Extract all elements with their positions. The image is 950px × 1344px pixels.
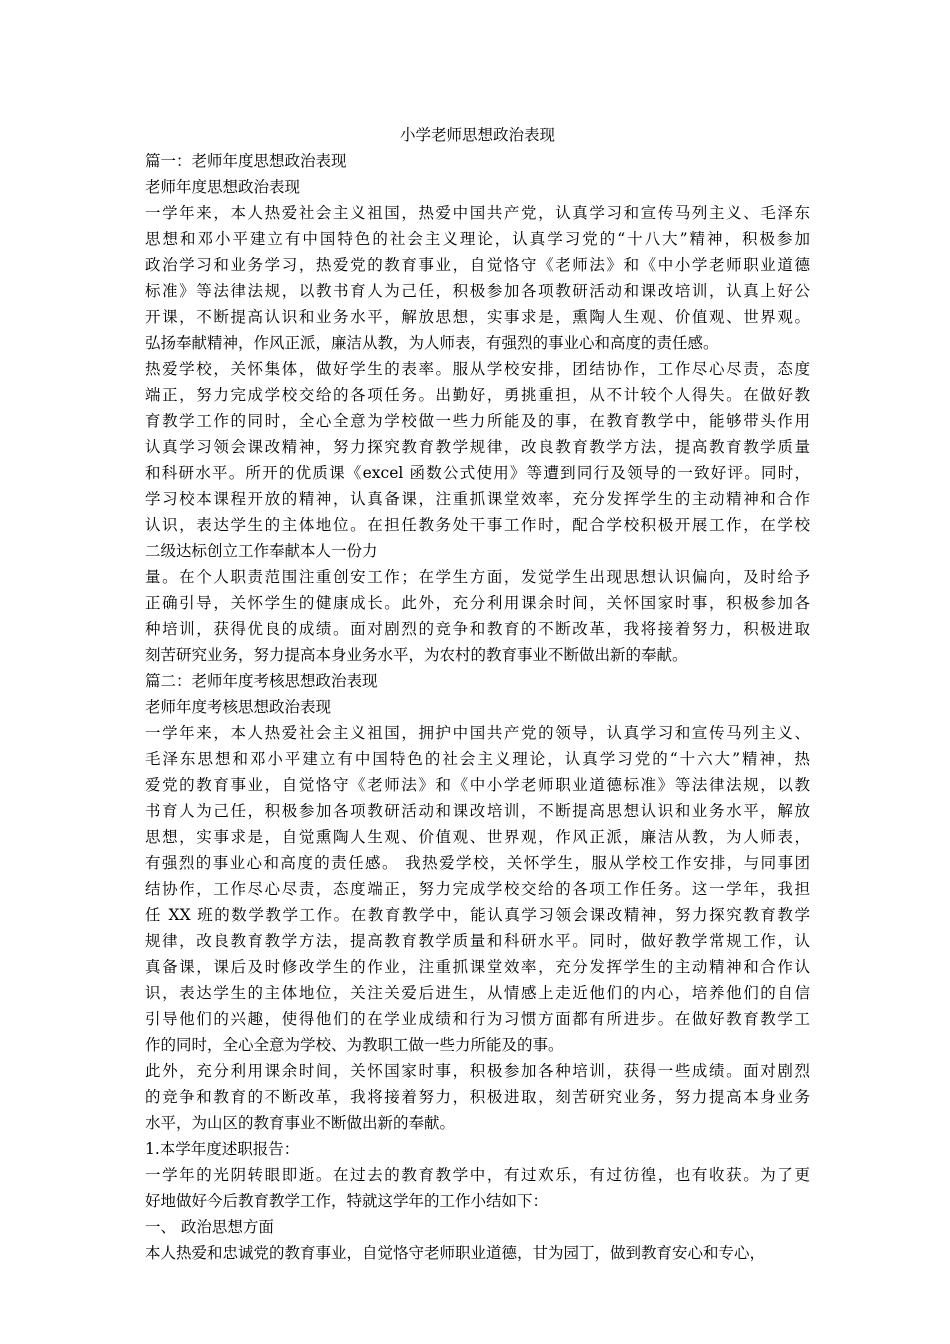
text-line: 认识，表达学生的主体地位。在担任教务处干事工作时，配合学校积极开展工作，在学校 xyxy=(145,516,810,534)
text-line: 种培训，获得优良的成绩。面对剧烈的竞争和教育的不断改革，我将接着努力，积极进取 xyxy=(145,620,810,638)
text-line: 思想和邓小平建立有中国特色的社会主义理论，认真学习党的“十八大”精神，积极参加 xyxy=(145,230,810,248)
text-line: 一学年的光阴转眼即逝。在过去的教育教学中，有过欢乐，有过彷徨，也有收获。为了更 xyxy=(145,1166,810,1184)
text-line: 爱党的教育事业，自觉恪守《老师法》和《中小学老师职业道德标准》等法律法规，以教 xyxy=(145,776,810,794)
text-line: 引导他们的兴趣，使得他们的在学业成绩和行为习惯方面都有所进步。在做好教育教学工 xyxy=(145,1010,810,1028)
text-line: 作的同时，全心全意为学校、为教职工做一些力所能及的事。 xyxy=(145,1036,564,1054)
text-line: 的竞争和教育的不断改革，我将接着努力，积极进取，刻苦研究业务，努力提高本身业务 xyxy=(145,1088,810,1106)
text-line: 书育人为己任，积极参加各项教研活动和课改培训，不断提高思想认识和业务水平，解放 xyxy=(145,802,810,820)
text-line: 认真学习领会课改精神，努力探究教育教学规律，改良教育教学方法，提高教育教学质量 xyxy=(145,438,810,456)
text-line: 正确引导，关怀学生的健康成长。此外，充分利用课余时间，关怀国家时事，积极参加各 xyxy=(145,594,810,612)
text-line: 老师年度思想政治表现 xyxy=(145,178,301,196)
document-body xyxy=(145,122,810,1266)
text-line: 老师年度考核思想政治表现 xyxy=(145,698,332,716)
text-line: 育教学工作的同时，全心全意为学校做一些力所能及的事，在教育教学中，能够带头作用 xyxy=(145,412,810,430)
text-line: 结协作，工作尽心尽责，态度端正，努力完成学校交给的各项工作任务。这一学年，我担 xyxy=(145,880,810,898)
text-line: 有强烈的事业心和高度的责任感。 我热爱学校，关怀学生，服从学校工作安排，与同事团 xyxy=(145,854,810,872)
text-line: 任 XX 班的数学教学工作。在教育教学中，能认真学习领会课改精神，努力探究教育教学 xyxy=(145,906,810,924)
text-line: 好地做好今后教育教学工作，特就这学年的工作小结如下： xyxy=(145,1192,549,1210)
text-line: 开课，不断提高认识和业务水平，解放思想，实事求是，熏陶人生观、价值观、世界观。 xyxy=(145,308,810,326)
text-line: 学习校本课程开放的精神，认真备课，注重抓课堂效率，充分发挥学生的主动精神和合作 xyxy=(145,490,810,508)
text-line: 1.本学年度述职报告： xyxy=(145,1140,300,1158)
text-line: 和科研水平。所开的优质课《excel 函数公式使用》等遭到同行及领导的一致好评。同时， xyxy=(145,464,810,482)
text-line: 此外，充分利用课余时间，关怀国家时事，积极参加各种培训，获得一些成绩。面对剧烈 xyxy=(145,1062,810,1080)
document-text xyxy=(145,148,810,1266)
text-line: 思想，实事求是，自觉熏陶人生观、价值观、世界观，作风正派，廉洁从教，为人师表， xyxy=(145,828,810,846)
text-line: 刻苦研究业务，努力提高本身业务水平，为农村的教育事业不断做出新的奉献。 xyxy=(145,646,688,664)
text-line: 水平，为山区的教育事业不断做出新的奉献。 xyxy=(145,1114,456,1132)
text-line: 毛泽东思想和邓小平建立有中国特色的社会主义理论，认真学习党的“十六大”精神，热 xyxy=(145,750,810,768)
text-line: 本人热爱和忠诚党的教育事业，自觉恪守老师职业道德，甘为园丁，做到教育安心和专心， xyxy=(145,1244,766,1262)
text-line: 弘扬奉献精神，作风正派，廉洁从教，为人师表，有强烈的事业心和高度的责任感。 xyxy=(145,334,719,352)
text-line: 一、 政治思想方面 xyxy=(145,1218,274,1236)
text-line: 政治学习和业务学习，热爱党的教育事业，自觉恪守《老师法》和《中小学老师职业道德 xyxy=(145,256,810,274)
text-line: 热爱学校，关怀集体，做好学生的表率。服从学校安排，团结协作，工作尽心尽责，态度 xyxy=(145,360,810,378)
text-line: 二级达标创立工作奉献本人一份力 xyxy=(145,542,378,560)
text-line: 真备课，课后及时修改学生的作业，注重抓课堂效率，充分发挥学生的主动精神和合作认 xyxy=(145,958,810,976)
text-line: 端正，努力完成学校交给的各项任务。出勤好，勇挑重担，从不计较个人得失。在做好教 xyxy=(145,386,810,404)
text-line: 一学年来，本人热爱社会主义祖国，热爱中国共产党，认真学习和宣传马列主义、毛泽东 xyxy=(145,204,810,222)
text-line: 标准》等法律法规，以教书育人为己任，积极参加各项教研活动和课改培训，认真上好公 xyxy=(145,282,810,300)
text-line: 篇一：老师年度思想政治表现 xyxy=(145,152,347,170)
document-title: 小学老师思想政治表现 xyxy=(399,126,555,144)
text-line: 量。在个人职责范围注重创安工作；在学生方面，发觉学生出现思想认识偏向，及时给予 xyxy=(145,568,810,586)
text-line: 识，表达学生的主体地位，关注关爱后进生，从情感上走近他们的内心，培养他们的自信 xyxy=(145,984,810,1002)
text-line: 规律，改良教育教学方法，提高教育教学质量和科研水平。同时，做好教学常规工作，认 xyxy=(145,932,810,950)
text-line: 一学年来，本人热爱社会主义祖国，拥护中国共产党的领导，认真学习和宣传马列主义、 xyxy=(145,724,810,742)
text-line: 篇二：老师年度考核思想政治表现 xyxy=(145,672,378,690)
